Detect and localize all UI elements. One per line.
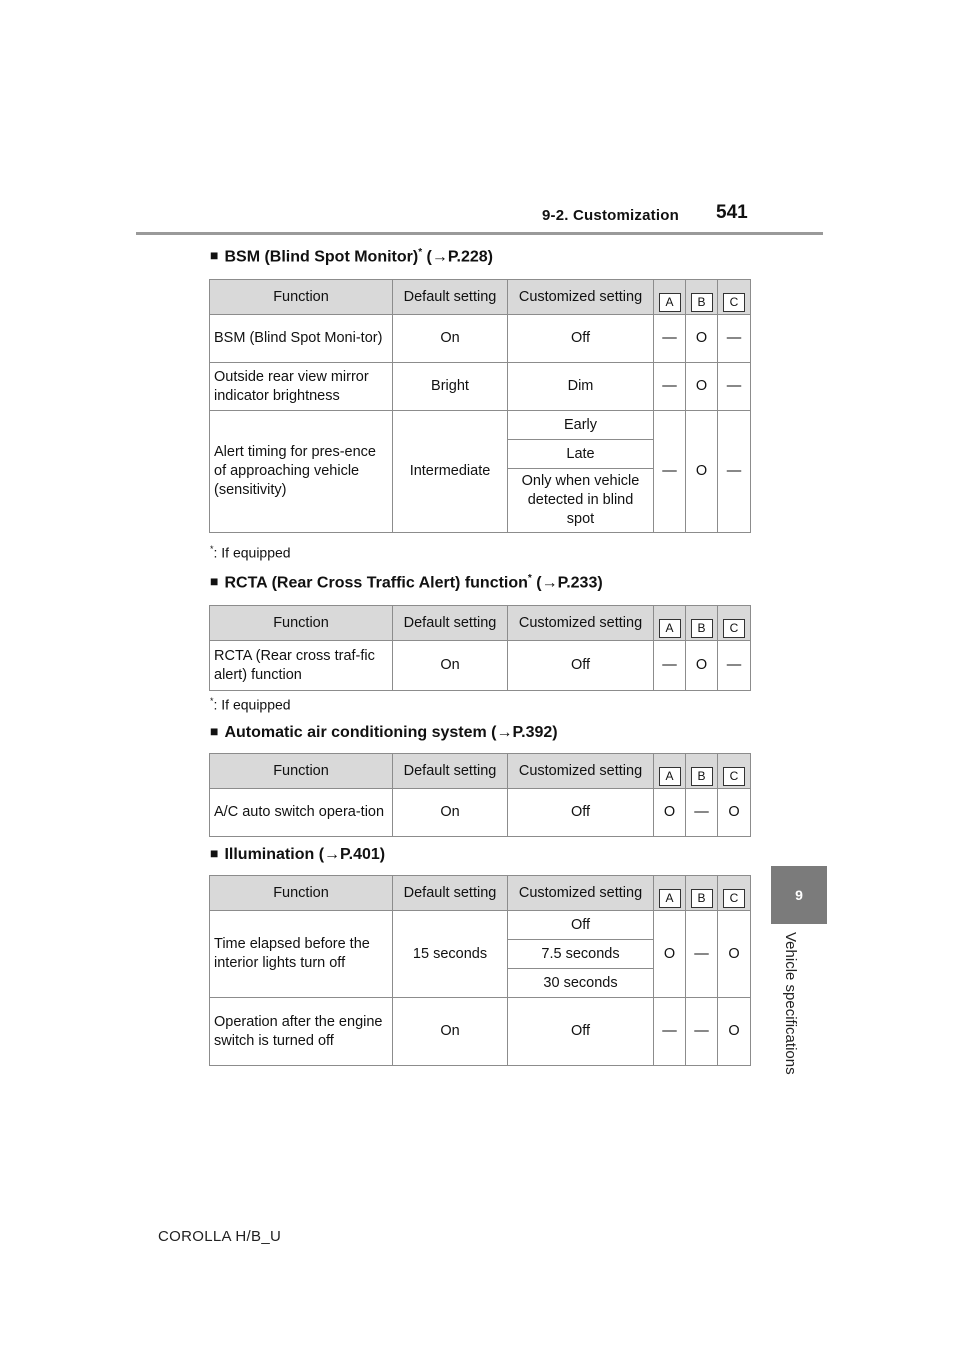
chapter-tab[interactable] <box>771 866 827 924</box>
heading-text: BSM (Blind Spot Monitor) <box>224 248 419 266</box>
header-function: Function <box>210 280 393 315</box>
header-function: Function <box>210 754 393 789</box>
custom-cell: Off <box>508 641 654 691</box>
illumination-table <box>209 875 751 1066</box>
footnote-text: : If equipped <box>213 696 291 713</box>
cell-c: — <box>718 315 751 363</box>
label-c-icon: C <box>723 293 745 312</box>
header-a <box>654 754 686 789</box>
heading-text: Automatic air conditioning system <box>224 724 487 741</box>
table-header-row <box>210 606 751 641</box>
asterisk-mark: * <box>527 573 532 584</box>
label-c-icon: C <box>723 767 745 786</box>
square-bullet-icon: ■ <box>210 247 219 264</box>
cell-a: — <box>654 315 686 363</box>
footnote-mark: * <box>210 696 214 706</box>
header-customized: Customized setting <box>508 280 654 315</box>
label-a-icon: A <box>659 889 681 908</box>
section-heading-bsm: ■ BSM (Blind Spot Monitor)* (→P.228) <box>210 247 493 266</box>
cell-a: — <box>654 411 686 533</box>
default-cell: On <box>393 789 508 837</box>
ac-table <box>209 753 751 837</box>
default-cell: Bright <box>393 363 508 411</box>
asterisk-mark: * <box>418 247 423 258</box>
cell-c: — <box>718 363 751 411</box>
header-a <box>654 280 686 315</box>
table-row <box>210 789 751 837</box>
label-a-icon: A <box>659 767 681 786</box>
header-customized: Customized setting <box>508 876 654 911</box>
custom-cell: Off <box>508 315 654 363</box>
header-default: Default setting <box>393 280 508 315</box>
header-function: Function <box>210 606 393 641</box>
custom-cell: Only when vehicle detected in blind spot <box>508 469 654 533</box>
header-divider <box>136 232 823 235</box>
cell-a: O <box>654 789 686 837</box>
custom-cell: 7.5 seconds <box>508 940 654 969</box>
rcta-table <box>209 605 751 691</box>
table-header-row <box>210 280 751 315</box>
table-row <box>210 363 751 411</box>
page-reference-link[interactable]: P.401 <box>340 846 380 863</box>
label-c-icon: C <box>723 619 745 638</box>
square-bullet-icon: ■ <box>210 845 219 861</box>
label-b-icon: B <box>691 619 713 638</box>
cell-b: O <box>686 411 718 533</box>
footnote <box>210 696 291 713</box>
arrow-icon: → <box>541 574 558 592</box>
cell-b: O <box>686 315 718 363</box>
cell-a: O <box>654 911 686 998</box>
header-default: Default setting <box>393 606 508 641</box>
page-reference-link[interactable]: P.228 <box>447 248 488 266</box>
table-row <box>210 911 751 940</box>
custom-cell: Off <box>508 998 654 1066</box>
header-c <box>718 754 751 789</box>
footnote <box>210 544 291 561</box>
section-heading-ac: ■ Automatic air conditioning system (→P.392) <box>210 723 558 741</box>
label-a-icon: A <box>659 293 681 312</box>
square-bullet-icon: ■ <box>210 723 219 739</box>
table-row <box>210 315 751 363</box>
function-cell: Time elapsed before the interior lights turn off <box>210 911 393 998</box>
arrow-icon: → <box>496 724 513 741</box>
bsm-table <box>209 279 751 533</box>
section-heading-rcta: ■ RCTA (Rear Cross Traffic Alert) function* (→P.233) <box>210 573 603 592</box>
custom-cell: Dim <box>508 363 654 411</box>
page-number: 541 <box>716 202 748 223</box>
page-reference-link[interactable]: P.233 <box>557 574 598 592</box>
table-header-row <box>210 754 751 789</box>
header-b <box>686 876 718 911</box>
function-cell: RCTA (Rear cross traf-fic alert) function <box>210 641 393 691</box>
header-c <box>718 876 751 911</box>
label-b-icon: B <box>691 767 713 786</box>
footnote-text: : If equipped <box>213 544 291 561</box>
custom-cell: Late <box>508 440 654 469</box>
header-customized: Customized setting <box>508 754 654 789</box>
label-b-icon: B <box>691 293 713 312</box>
cell-c: O <box>718 998 751 1066</box>
default-cell: 15 seconds <box>393 911 508 998</box>
cell-b: — <box>686 789 718 837</box>
function-cell: Operation after the engine switch is turned off <box>210 998 393 1066</box>
footnote-mark: * <box>210 544 214 554</box>
header-b <box>686 280 718 315</box>
function-cell: A/C auto switch opera-tion <box>210 789 393 837</box>
arrow-icon: → <box>324 846 341 863</box>
custom-cell: Early <box>508 411 654 440</box>
default-cell: On <box>393 641 508 691</box>
header-default: Default setting <box>393 754 508 789</box>
cell-a: — <box>654 641 686 691</box>
cell-c: — <box>718 411 751 533</box>
cell-b: — <box>686 998 718 1066</box>
function-cell: BSM (Blind Spot Moni-tor) <box>210 315 393 363</box>
section-header: 9-2. Customization <box>542 207 679 224</box>
default-cell: Intermediate <box>393 411 508 533</box>
header-a <box>654 606 686 641</box>
label-b-icon: B <box>691 889 713 908</box>
custom-cell: 30 seconds <box>508 969 654 998</box>
cell-c: O <box>718 911 751 998</box>
default-cell: On <box>393 315 508 363</box>
header-c <box>718 606 751 641</box>
cell-b: O <box>686 363 718 411</box>
square-bullet-icon: ■ <box>210 573 219 590</box>
default-cell: On <box>393 998 508 1066</box>
table-header-row <box>210 876 751 911</box>
chapter-label: Vehicle specifications <box>782 932 799 1075</box>
function-cell: Alert timing for pres-ence of approaching vehicle (sensitivity) <box>210 411 393 533</box>
header-b <box>686 754 718 789</box>
cell-a: — <box>654 998 686 1066</box>
header-function: Function <box>210 876 393 911</box>
arrow-icon: → <box>431 248 448 266</box>
table-row <box>210 641 751 691</box>
header-b <box>686 606 718 641</box>
heading-text: Illumination <box>224 846 315 863</box>
header-default: Default setting <box>393 876 508 911</box>
label-a-icon: A <box>659 619 681 638</box>
label-c-icon: C <box>723 889 745 908</box>
page-reference-link[interactable]: P.392 <box>512 724 553 741</box>
chapter-number: 9 <box>795 887 803 903</box>
cell-c: — <box>718 641 751 691</box>
custom-cell: Off <box>508 911 654 940</box>
cell-b: — <box>686 911 718 998</box>
function-cell: Outside rear view mirror indicator brightness <box>210 363 393 411</box>
header-customized: Customized setting <box>508 606 654 641</box>
table-row <box>210 411 751 440</box>
cell-c: O <box>718 789 751 837</box>
table-row <box>210 998 751 1066</box>
section-heading-illumination: ■ Illumination (→P.401) <box>210 845 386 863</box>
footer-model: COROLLA H/B_U <box>158 1228 282 1245</box>
heading-text: RCTA (Rear Cross Traffic Alert) function <box>224 574 528 592</box>
cell-b: O <box>686 641 718 691</box>
custom-cell: Off <box>508 789 654 837</box>
header-a <box>654 876 686 911</box>
header-c <box>718 280 751 315</box>
cell-a: — <box>654 363 686 411</box>
